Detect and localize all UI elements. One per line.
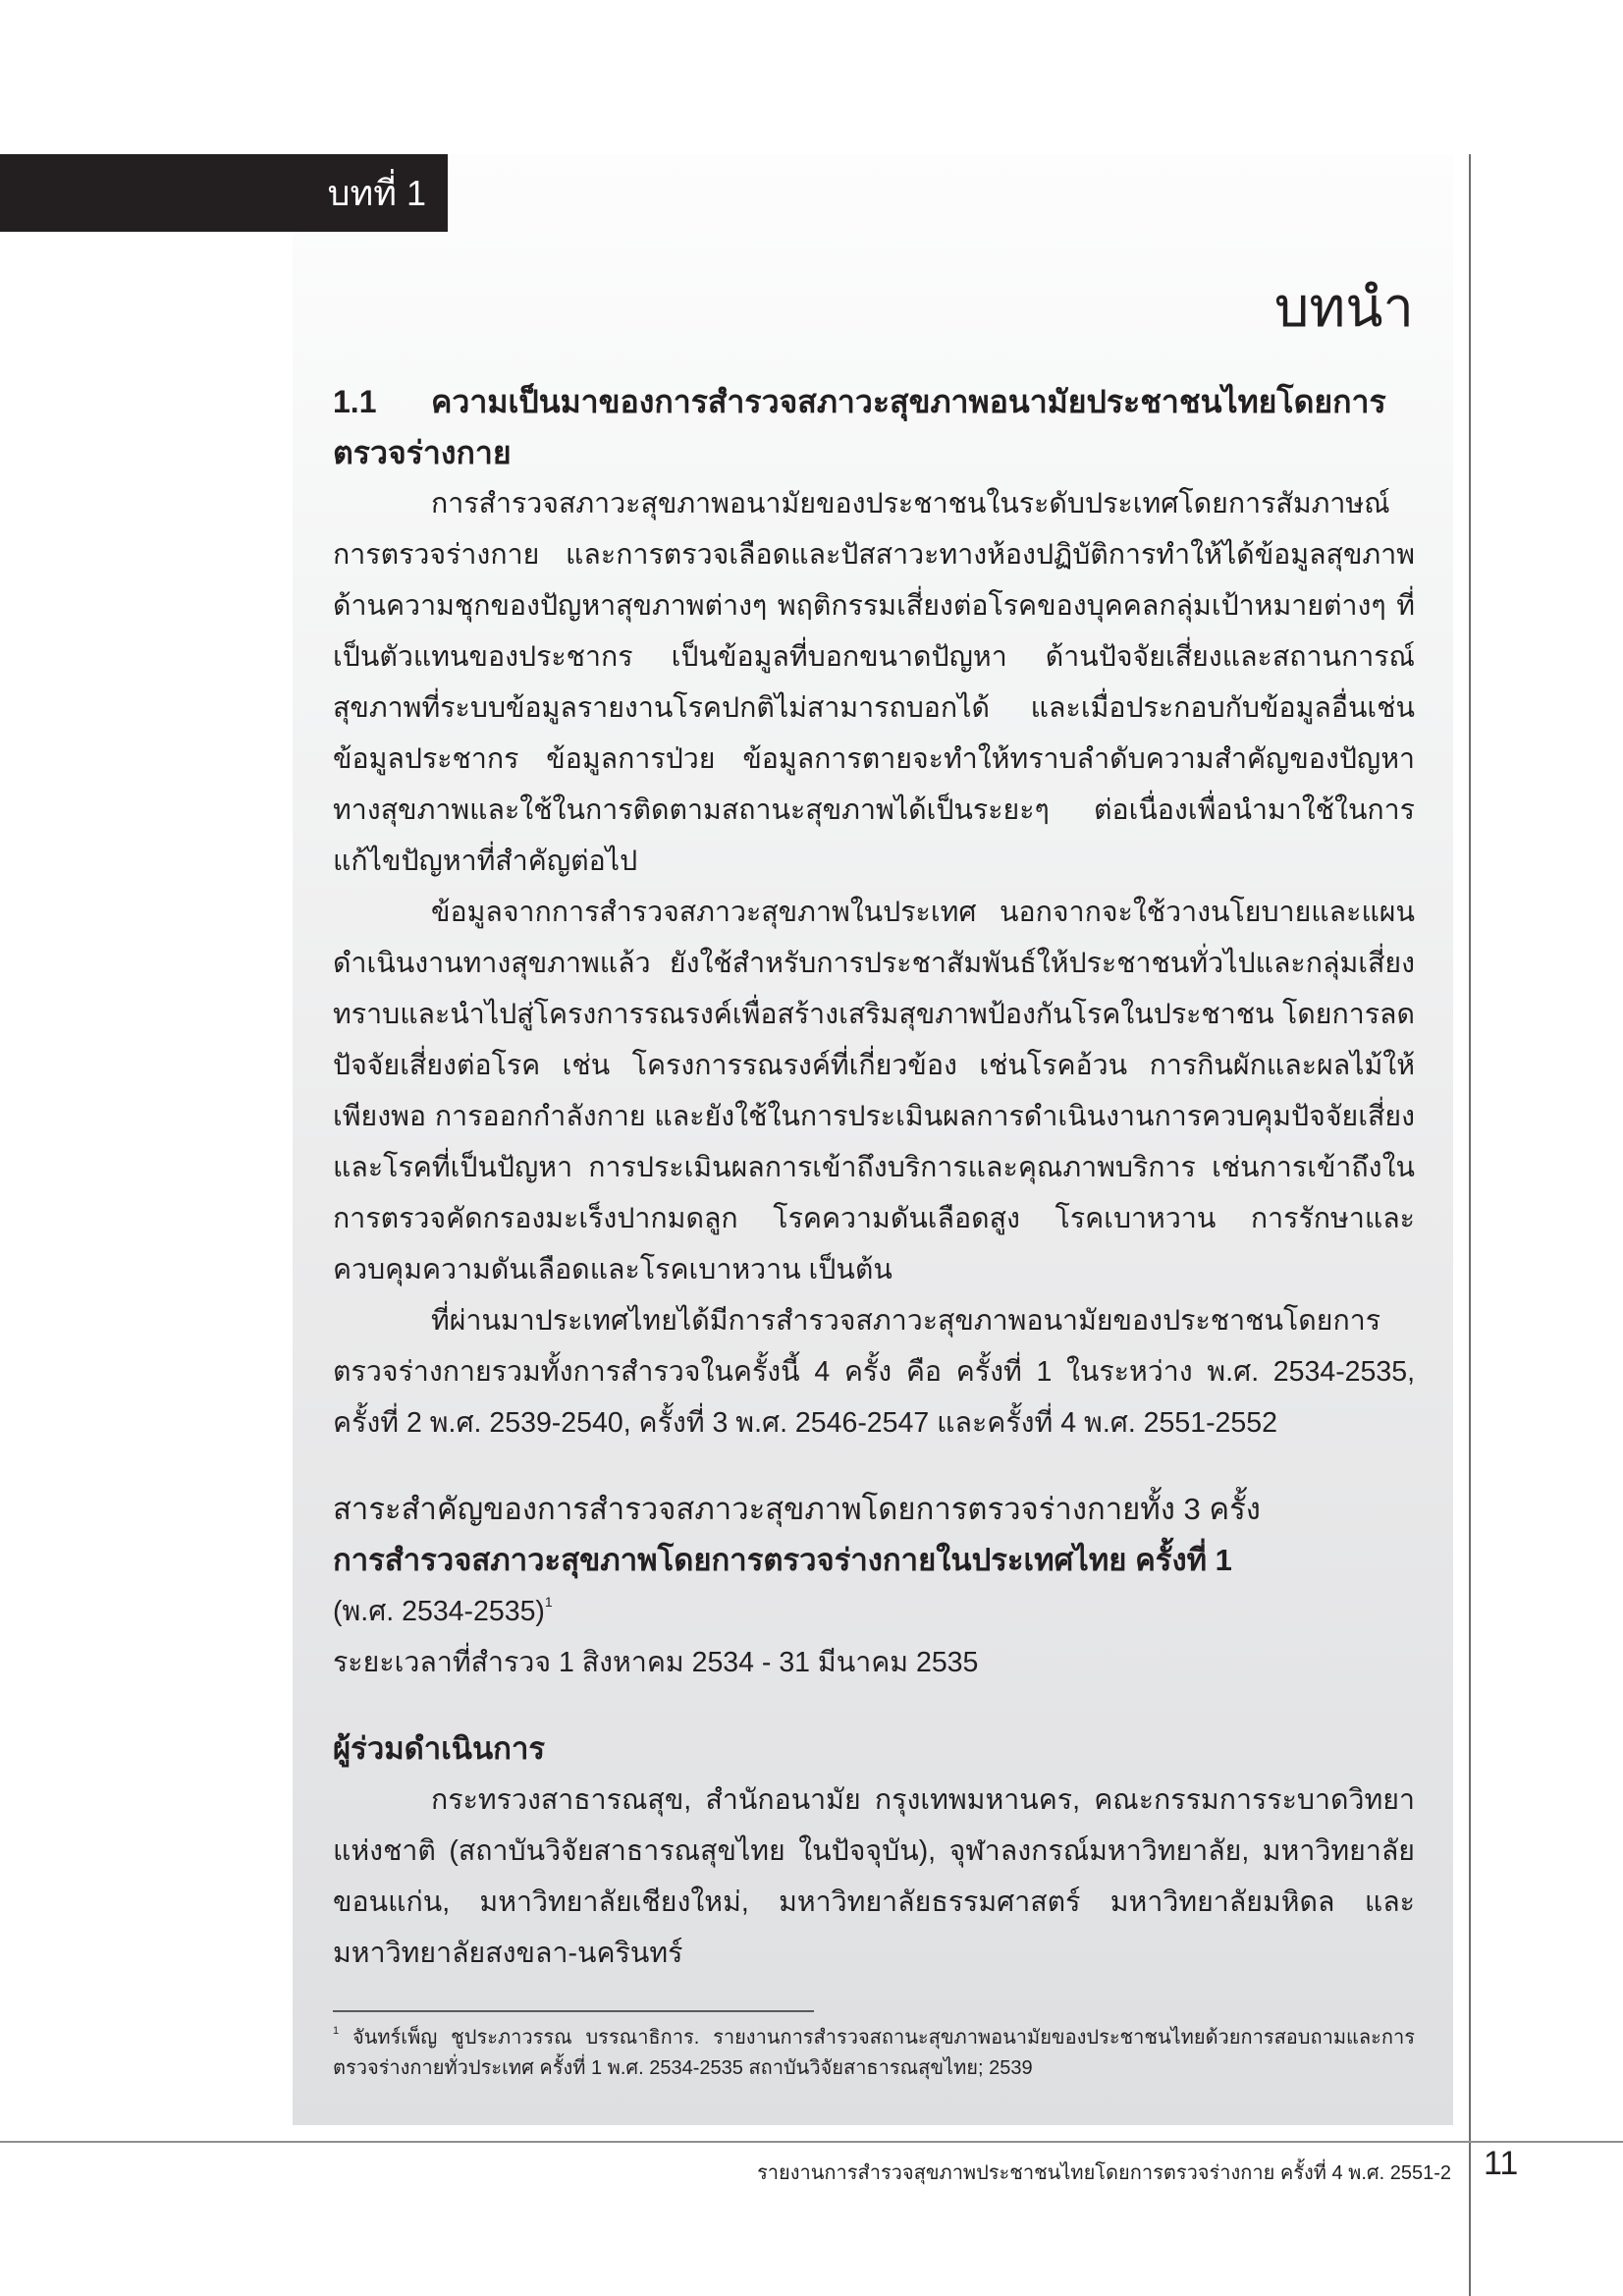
chapter-tab-label: บทที่ 1 [327, 173, 426, 213]
footnote-divider [333, 2010, 814, 2012]
footnote-reference[interactable]: 1 [544, 1594, 553, 1610]
paragraph-3: ที่ผ่านมาประเทศไทยได้มีการสำรวจสภาวะสุขภาพอนามัยของประชาชนโดยการตรวจร่างกายรวมทั้งการสำรวจในครั้งนี้ 4 ครั้ง คือ ครั้งที่ 1 ในระหว่าง พ.ศ. 2534-2535, ครั้งที่ 2 พ.ศ. 2539-2540, ครั้งที่ 3 พ.ศ. 2546-2547 และครั้งที่ 4 พ.ศ. 2551-2552 [333, 1305, 1415, 1439]
paragraph-1: การสำรวจสภาวะสุขภาพอนามัยของประชาชนในระดับประเทศโดยการสัมภาษณ์ การตรวจร่างกาย และการตรวจเลือดและปัสสาวะทางห้องปฏิบัติการทำให้ได้ข้อมูลสุขภาพ ด้านความชุกของปัญหาสุขภาพต่างๆ พฤติกรรมเสี่ยงต่อโรคของบุคคลกลุ่มเป้าหมายต่างๆ ที่เป็นตัวแทนของประชากร เป็นข้อมูลที่บอกขนาดปัญหา ด้านปัจจัยเสี่ยงและสถานการณ์สุขภาพที่ระบบข้อมูลรายงานโรคปกติไม่สามารถบอกได้ และเมื่อประกอบกับข้อมูลอื่นเช่นข้อมูลประชากร ข้อมูลการป่วย ข้อมูลการตายจะทำให้ทราบลำดับความสำคัญของปัญหาทางสุขภาพและใช้ในการติดตามสถานะสุขภาพได้เป็นระยะๆ ต่อเนื่องเพื่อนำมาใช้ในการแก้ไขปัญหาที่สำคัญต่อไป [333, 488, 1415, 877]
collaborators-text: กระทรวงสาธารณสุข, สำนักอนามัย กรุงเทพมหานคร, คณะกรรมการระบาดวิทยาแห่งชาติ (สถาบันวิจัยสาธารณสุขไทย ในปัจจุบัน), จุฬาลงกรณ์มหาวิทยาลัย, มหาวิทยาลัยขอนแก่น, มหาวิทยาลัยเชียงใหม่, มหาวิทยาลัยธรรมศาสตร์ มหาวิทยาลัยมหิดล และมหาวิทยาลัยสงขลา-นครินทร์ [333, 1784, 1415, 1969]
survey-years [333, 1586, 1415, 1637]
paragraph-2: ข้อมูลจากการสำรวจสภาวะสุขภาพในประเทศ นอกจากจะใช้วางนโยบายและแผนดำเนินงานทางสุขภาพแล้ว ยังใช้สำหรับการประชาสัมพันธ์ให้ประชาชนทั่วไปและกลุ่มเสี่ยงทราบและนำไปสู่โครงการรณรงค์เพื่อสร้างเสริมสุขภาพป้องกันโรคในประชาชน โดยการลดปัจจัยเสี่ยงต่อโรค เช่น โครงการรณรงค์ที่เกี่ยวข้อง เช่นโรคอ้วน การกินผักและผลไม้ให้เพียงพอ การออกกำลังกาย และยังใช้ในการประเมินผลการดำเนินงานการควบคุมปัจจัยเสี่ยง และโรคที่เป็นปัญหา การประเมินผลการเข้าถึงบริการและคุณภาพบริการ เช่นการเข้าถึงในการตรวจคัดกรองมะเร็งปากมดลูก โรคความดันเลือดสูง โรคเบาหวาน การรักษาและควบคุมความดันเลือดและโรคเบาหวาน เป็นต้น [333, 897, 1415, 1285]
footnote-text: จันทร์เพ็ญ ชูประภาวรรณ บรรณาธิการ. รายงานการสำรวจสถานะสุขภาพอนามัยของประชาชนไทยด้วยการสอบถามและการตรวจร่างกายทั่วประเทศ ครั้งที่ 1 พ.ศ. 2534-2535 สถาบันวิจัยสาธารณสุขไทย; 2539 [333, 2027, 1415, 2079]
survey-years-text: (พ.ศ. 2534-2535) [333, 1596, 545, 1627]
survey-period: ระยะเวลาที่สำรวจ 1 สิงหาคม 2534 - 31 มีนาคม 2535 [333, 1647, 979, 1678]
page-number: 11 [1484, 2145, 1519, 2182]
section-title: ความเป็นมาของการสำรวจสภาวะสุขภาพอนามัยประชาชนไทยโดยการตรวจร่างกาย [333, 384, 1386, 470]
section-heading [333, 376, 1415, 478]
chapter-title: บทนำ [1273, 276, 1414, 338]
main-content [333, 376, 1415, 1979]
collaborators-heading: ผู้ร่วมดำเนินการ [333, 1731, 546, 1766]
section-number: 1.1 [333, 384, 377, 419]
running-footer-title: รายงานการสำรวจสุขภาพประชาชนไทยโดยการตรวจร่างกาย ครั้งที่ 4 พ.ศ. 2551-2 [757, 2162, 1451, 2184]
footnote [333, 2023, 1415, 2084]
vertical-margin-rule [1469, 154, 1471, 2296]
summary-heading: สาระสำคัญของการสำรวจสภาวะสุขภาพโดยการตรวจร่างกายทั้ง 3 ครั้ง [333, 1492, 1261, 1526]
survey-title: การสำรวจสภาวะสุขภาพโดยการตรวจร่างกายในประเทศไทย ครั้งที่ 1 [333, 1543, 1232, 1577]
chapter-tab [0, 154, 448, 232]
footer-rule [0, 2141, 1623, 2143]
footnote-marker: 1 [333, 2025, 340, 2037]
